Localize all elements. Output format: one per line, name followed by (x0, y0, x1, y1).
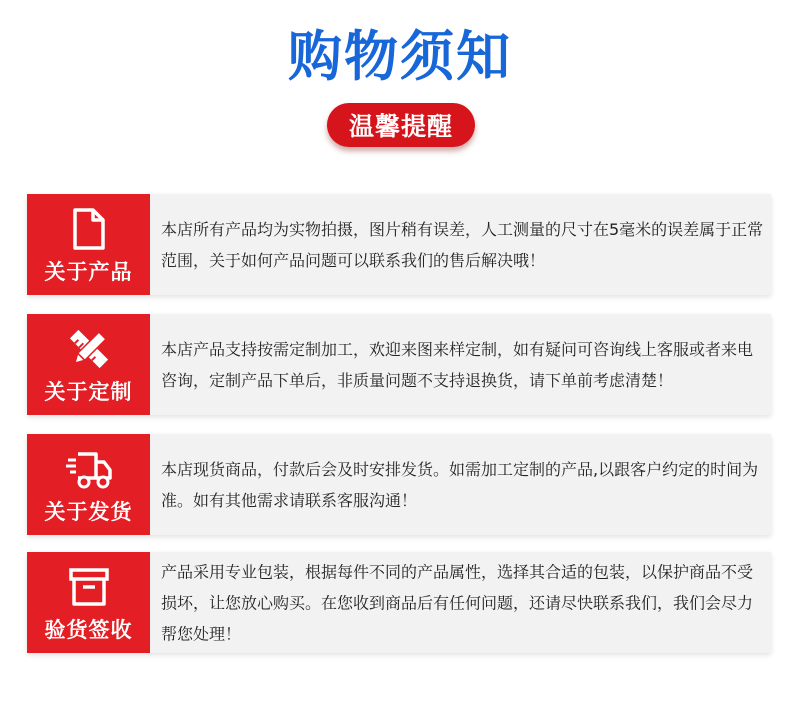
delivery-truck-icon (64, 446, 114, 492)
section-text: 产品采用专业包装，根据每件不同的产品属性，选择其合适的包装，以保护商品不受损坏，让您放心购买。在您收到商品后有任何问题，还请尽快联系我们，我们会尽力帮您处理！ (161, 562, 754, 643)
section-text: 本店产品支持按需定制加工，欢迎来图来样定制，如有疑问可咨询线上客服或者来电咨询，定制产品下单后，非质量问题不支持退换货，请下单前考虑清楚！ (161, 339, 754, 390)
section-label: 关于定制 (44, 380, 133, 404)
section-label: 关于发货 (44, 500, 133, 524)
subtitle-badge: 温馨提醒 (327, 103, 475, 147)
section-badge (27, 552, 150, 653)
section-label: 验货签收 (44, 618, 133, 642)
info-section-receipt (27, 552, 771, 653)
info-section-customization (27, 314, 771, 415)
section-label: 关于产品 (44, 260, 133, 284)
section-badge (27, 194, 150, 295)
package-box-icon (67, 564, 111, 608)
document-icon (69, 206, 109, 252)
ruler-pencil-icon (66, 326, 112, 372)
page-title: 购物须知 (288, 25, 512, 88)
section-badge (27, 434, 150, 535)
info-section-product (27, 194, 771, 295)
section-badge (27, 314, 150, 415)
section-text: 本店现货商品，付款后会及时安排发货。如需加工定制的产品,以跟客户约定的时间为准。如有其他需求请联系客服沟通！ (161, 459, 759, 510)
section-text: 本店所有产品均为实物拍摄，图片稍有误差，人工测量的尺寸在5毫米的误差属于正常范围，关于如何产品问题可以联系我们的售后解决哦！ (161, 219, 764, 270)
info-section-shipping (27, 434, 771, 535)
